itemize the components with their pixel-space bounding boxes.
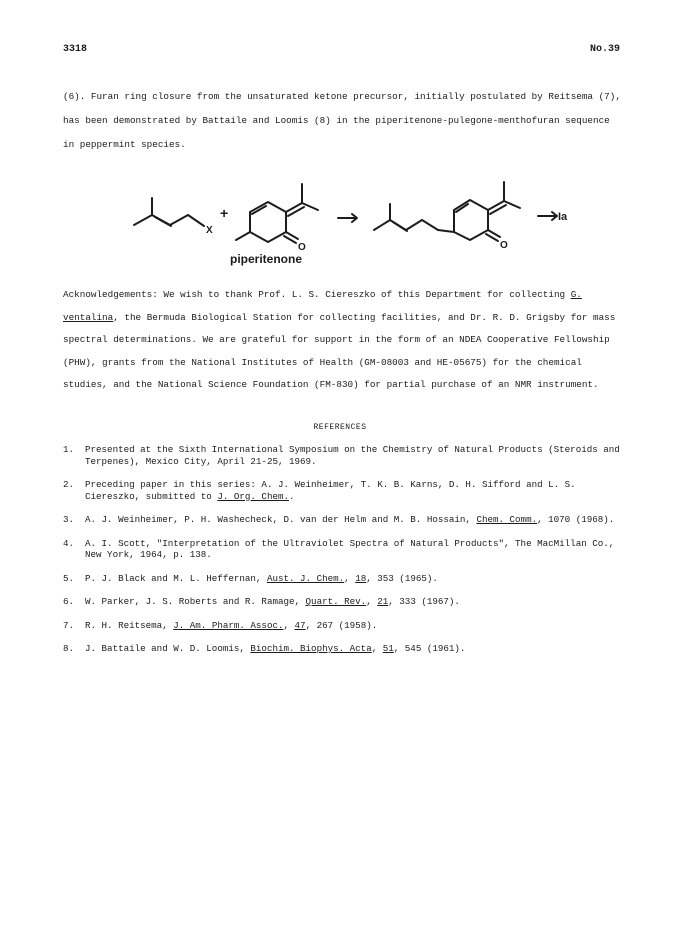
plus-sign: + — [220, 205, 229, 221]
reference-item — [63, 643, 623, 655]
reference-text: Presented at the Sixth International Symposium on the Chemistry of Natural Products (Steroids and Terpenes), Mexico City, April 21-25, 1969. — [85, 444, 620, 467]
piperitenone-structure — [236, 184, 318, 243]
reference-item — [63, 538, 623, 561]
reaction-scheme — [120, 170, 590, 265]
reference-text: J. Battaile and W. D. Loomis, — [85, 643, 251, 654]
species-name: G. ventalina — [63, 289, 582, 323]
issue-number: No.39 — [589, 44, 620, 55]
reference-journal: Chem. Comm. — [476, 514, 538, 525]
reference-tail: , 1070 (1968). — [537, 514, 615, 525]
references-list — [63, 444, 623, 667]
reference-item — [63, 596, 623, 608]
reference-journal: J. Am. Pharm. Assoc. — [173, 619, 284, 631]
ack-intro-text: Acknowledgements: We wish to thank Prof. L. S. Ciereszko of this Department for collecting — [63, 289, 571, 300]
reference-journal: Aust. J. Chem. — [266, 572, 345, 584]
reaction-scheme-drawing — [120, 170, 590, 265]
ack-body-text: , the Bermuda Biological Station for collecting facilities, and Dr. R. D. Grigsby for mass spectral determinations. We are grateful for support in the form of an NDEA Cooperative Fellowship (PHW), grants from the National Institutes of Health (GM-08003 and HE-05675) for the chemical studies, and the National Science Foundation (FM-830) for partial purchase of an NMR instrument. — [63, 311, 616, 390]
reference-tail: , 267 (1958). — [305, 619, 378, 631]
reference-item — [63, 620, 623, 632]
reference-volume: 51 — [382, 643, 394, 654]
reference-number: 3. — [63, 514, 75, 525]
references-heading: REFERENCES — [313, 423, 367, 432]
prenyl-halide-structure — [134, 198, 204, 226]
reference-number: 5. — [63, 572, 75, 584]
ketone-oxygen-label: O — [298, 242, 306, 253]
reference-text: Preceding paper in this series: A. J. Weinheimer, T. K. B. Karns, D. H. Sifford and L. S. Ciereszko, submitted to — [85, 479, 576, 502]
reference-sep: , — [371, 643, 383, 654]
reference-number: 7. — [63, 619, 75, 631]
leaving-group-label: X — [206, 225, 213, 236]
reference-sep: , — [344, 572, 356, 584]
reference-text: R. H. Reitsema, — [85, 619, 174, 631]
reference-text: W. Parker, J. S. Roberts and R. Ramage, — [85, 596, 306, 607]
product-oxygen-label: O — [500, 240, 508, 251]
reference-item — [63, 514, 623, 526]
reference-number: 1. — [63, 444, 75, 455]
product-label: Ia — [558, 211, 568, 223]
reference-sep: , — [366, 596, 378, 607]
reference-number: 2. — [63, 479, 75, 490]
reference-item — [63, 479, 623, 502]
acknowledgements-paragraph — [63, 284, 623, 397]
reference-number: 4. — [63, 537, 75, 549]
reference-journal: Biochim. Biophys. Acta — [250, 643, 372, 654]
product-structure — [374, 182, 520, 241]
reference-item — [63, 573, 623, 585]
reference-volume: 21 — [377, 596, 389, 607]
reference-sep: , — [283, 619, 295, 631]
page-number: 3318 — [63, 44, 88, 55]
reference-text: P. J. Black and M. L. Heffernan, — [85, 572, 267, 584]
reference-tail: . — [289, 490, 295, 502]
reference-tail: , 333 (1967). — [388, 596, 460, 607]
compound-name-label: piperitenone — [229, 252, 303, 266]
reference-tail: , 353 (1965). — [366, 572, 438, 584]
page-header — [63, 44, 620, 58]
intro-paragraph: (6). Furan ring closure from the unsaturated ketone precursor, initially postulated by Reitsema (7), has been demonstrated by Battaile and Loomis (8) in the piperitenone-pulegone-menthofuran sequence in peppermint species. — [63, 91, 621, 150]
reference-volume: 18 — [355, 572, 367, 584]
reference-number: 6. — [63, 596, 75, 607]
reference-text: A. J. Weinheimer, P. H. Washecheck, D. van der Helm and M. B. Hossain, — [85, 514, 477, 525]
reference-number: 8. — [63, 643, 75, 654]
reference-item — [63, 444, 623, 467]
reference-volume: 47 — [294, 619, 306, 631]
reference-journal: J. Org. Chem. — [217, 490, 290, 502]
reference-tail: , 545 (1961). — [393, 643, 466, 654]
reference-text: A. I. Scott, "Interpretation of the Ultraviolet Spectra of Natural Products", The MacMillan Co., New York, 1964, p. 138. — [85, 537, 615, 560]
reference-journal: Quart. Rev. — [305, 596, 367, 607]
